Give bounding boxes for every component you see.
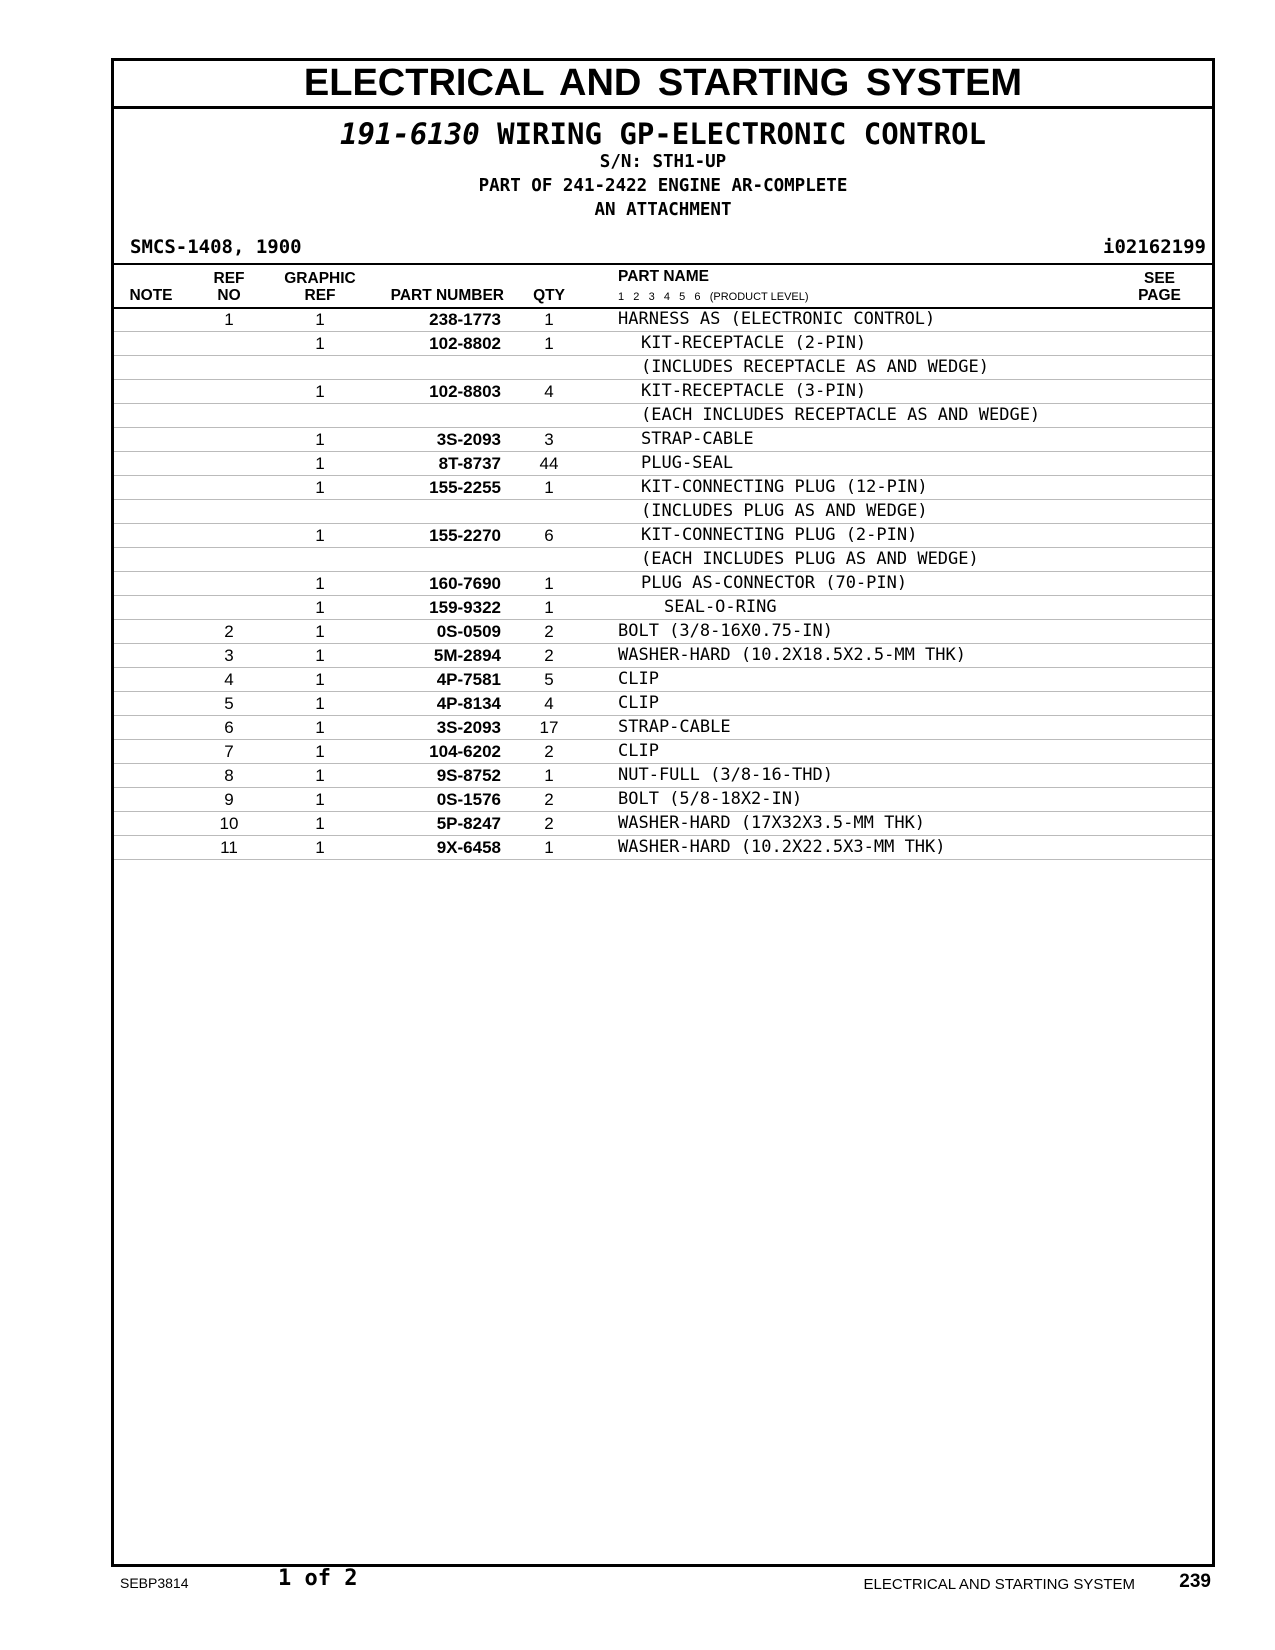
qty-cell: 1 [544,574,554,593]
graphic-ref-cell: 1 [315,694,325,713]
graphic-ref-cell: 1 [315,622,325,641]
col-qty: QTY [533,287,565,304]
qty-cell: 6 [544,526,554,545]
page-frame [111,58,1215,1567]
part-number-cell: 5M-2894 [433,646,501,665]
table-row [114,452,1212,476]
footer-doc-id: SEBP3814 [120,1575,189,1591]
table-row [114,476,1212,500]
part-name-cell: CLIP [618,669,659,689]
group-name: WIRING GP-ELECTRONIC CONTROL [497,117,987,151]
table-row [114,404,1212,428]
part-number-cell: 155-2270 [429,526,501,545]
table-row [114,740,1212,764]
part-name-cell: STRAP-CABLE [618,717,731,737]
part-name-cell: (INCLUDES PLUG AS AND WEDGE) [641,501,928,521]
table-row [114,812,1212,836]
table-row [114,692,1212,716]
graphic-ref-cell: 1 [315,334,325,353]
column-header [114,267,1212,309]
col-part-name: PART NAME [618,268,709,285]
col-part-number: PART NUMBER [390,287,504,304]
graphic-ref-cell: 1 [315,598,325,617]
col-product-levels: 1 2 3 4 5 6 (PRODUCT LEVEL) [618,291,809,303]
part-name-cell: STRAP-CABLE [641,429,754,449]
part-name-cell: BOLT (3/8-16X0.75-IN) [618,621,833,641]
part-number-cell: 9S-8752 [436,766,501,785]
ref-no-cell: 6 [224,718,234,737]
graphic-ref-cell: 1 [315,814,325,833]
group-part-number: 191-6130 [339,117,480,151]
table-row [114,716,1212,740]
part-name-cell: (EACH INCLUDES RECEPTACLE AS AND WEDGE) [641,405,1041,425]
part-number-cell: 5P-8247 [436,814,501,833]
group-title [114,116,1212,152]
part-number-cell: 4P-7581 [436,670,501,689]
graphic-ref-cell: 1 [315,838,325,857]
part-number-cell: 3S-2093 [436,430,501,449]
ref-no-cell: 10 [219,814,239,833]
graphic-ref-cell: 1 [315,718,325,737]
qty-cell: 2 [544,790,554,809]
smcs-code: SMCS-1408, 1900 [130,236,302,258]
ref-no-cell: 8 [224,766,234,785]
col-ref-no-bottom: NO [217,287,241,304]
attachment-line: AN ATTACHMENT [594,200,732,220]
part-name-cell: KIT-CONNECTING PLUG (2-PIN) [641,525,918,545]
part-name-cell: KIT-CONNECTING PLUG (12-PIN) [641,477,928,497]
qty-cell: 1 [544,478,554,497]
graphic-ref-cell: 1 [315,742,325,761]
part-name-cell: (EACH INCLUDES PLUG AS AND WEDGE) [641,549,979,569]
footer-page-number: 239 [1179,1571,1211,1592]
part-name-cell: KIT-RECEPTACLE (2-PIN) [641,333,867,353]
table-row [114,788,1212,812]
qty-cell: 17 [539,718,559,737]
graphic-ref-cell: 1 [315,310,325,329]
graphic-ref-cell: 1 [315,478,325,497]
graphic-ref-cell: 1 [315,430,325,449]
qty-cell: 4 [544,694,554,713]
part-number-cell: 160-7690 [429,574,501,593]
part-number-cell: 0S-0509 [436,622,501,641]
table-row [114,428,1212,452]
part-number-cell: 0S-1576 [436,790,501,809]
table-row [114,764,1212,788]
table-row [114,500,1212,524]
col-graphic-ref-bottom: REF [304,287,336,304]
qty-cell: 2 [544,742,554,761]
graphic-ref-cell: 1 [315,646,325,665]
part-number-cell: 8T-8737 [438,454,501,473]
table-row [114,668,1212,692]
part-name-cell: WASHER-HARD (17X32X3.5-MM THK) [618,813,926,833]
graphic-ref-cell: 1 [315,526,325,545]
part-number-cell: 159-9322 [429,598,501,617]
ref-no-cell: 9 [224,790,234,809]
table-row [114,356,1212,380]
table-row [114,332,1212,356]
table-row [114,572,1212,596]
qty-cell: 44 [539,454,559,473]
part-number-cell: 102-8802 [429,334,501,353]
qty-cell: 3 [544,430,554,449]
table-row [114,308,1212,332]
part-name-cell: CLIP [618,741,659,761]
table-row [114,524,1212,548]
part-name-cell: (INCLUDES RECEPTACLE AS AND WEDGE) [641,357,989,377]
table-row [114,644,1212,668]
ref-no-cell: 5 [224,694,234,713]
graphic-ref-cell: 1 [315,454,325,473]
qty-cell: 5 [544,670,554,689]
header-rule [114,263,1212,265]
col-graphic-ref-top: GRAPHIC [284,270,356,287]
part-name-cell: WASHER-HARD (10.2X18.5X2.5-MM THK) [618,645,966,665]
part-of-line: PART OF 241-2422 ENGINE AR-COMPLETE [478,176,848,196]
col-ref-no-top: REF [213,270,245,287]
part-name-cell: SEAL-O-RING [664,597,777,617]
table-row [114,596,1212,620]
graphic-ref-cell: 1 [315,574,325,593]
graphic-ref-cell: 1 [315,382,325,401]
table-row [114,548,1212,572]
part-number-cell: 238-1773 [429,310,501,329]
table-row [114,380,1212,404]
col-see-page-bottom: PAGE [1138,287,1181,304]
table-row [114,620,1212,644]
part-name-cell: CLIP [618,693,659,713]
parts-table [114,308,1212,860]
part-name-cell: WASHER-HARD (10.2X22.5X3-MM THK) [618,837,946,857]
footer-section: ELECTRICAL AND STARTING SYSTEM [863,1576,1135,1593]
qty-cell: 1 [544,334,554,353]
part-number-cell: 3S-2093 [436,718,501,737]
part-number-cell: 4P-8134 [436,694,501,713]
ref-no-cell: 1 [224,310,234,329]
col-see-page-top: SEE [1143,270,1175,287]
qty-cell: 1 [544,598,554,617]
col-note: NOTE [129,287,173,304]
part-name-cell: NUT-FULL (3/8-16-THD) [618,765,833,785]
document-ident: i02162199 [1103,236,1206,258]
ref-no-cell: 4 [224,670,234,689]
part-number-cell: 102-8803 [429,382,501,401]
table-row [114,836,1212,860]
ref-no-cell: 2 [224,622,234,641]
part-number-cell: 9X-6458 [436,838,501,857]
qty-cell: 1 [544,838,554,857]
part-number-cell: 104-6202 [429,742,501,761]
graphic-ref-cell: 1 [315,670,325,689]
part-name-cell: PLUG-SEAL [641,453,734,473]
part-name-cell: HARNESS AS (ELECTRONIC CONTROL) [618,309,936,329]
part-name-cell: PLUG AS-CONNECTOR (70-PIN) [641,573,908,593]
ref-no-cell: 11 [220,838,238,857]
footer-page-of: 1 of 2 [278,1566,358,1591]
serial-number: S/N: STH1-UP [599,152,727,172]
ref-no-cell: 3 [224,646,234,665]
part-number-cell: 155-2255 [429,478,501,497]
qty-cell: 1 [544,310,554,329]
section-title: ELECTRICAL AND STARTING SYSTEM [114,61,1212,109]
qty-cell: 2 [544,646,554,665]
graphic-ref-cell: 1 [315,766,325,785]
part-name-cell: KIT-RECEPTACLE (3-PIN) [641,381,867,401]
ref-no-cell: 7 [224,742,234,761]
qty-cell: 2 [544,622,554,641]
qty-cell: 2 [544,814,554,833]
part-name-cell: BOLT (5/8-18X2-IN) [618,789,803,809]
qty-cell: 1 [544,766,554,785]
graphic-ref-cell: 1 [315,790,325,809]
qty-cell: 4 [544,382,554,401]
